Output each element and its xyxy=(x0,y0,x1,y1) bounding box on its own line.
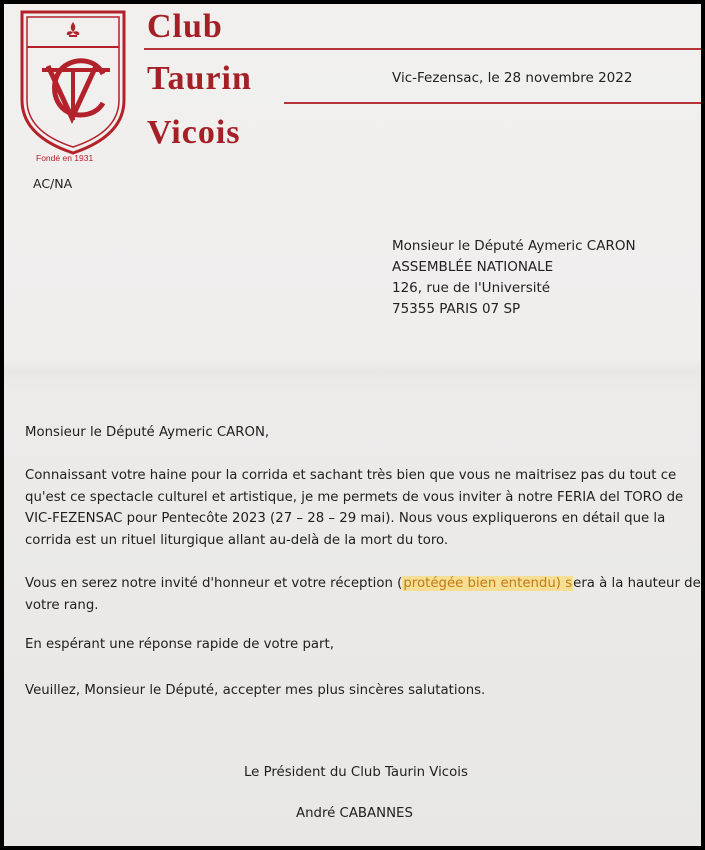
paragraph-4: Veuillez, Monsieur le Député, accepter mes plus sincères salutations. xyxy=(25,683,486,698)
recipient-line-2: ASSEMBLÉE NATIONALE xyxy=(392,259,554,275)
recipient-address xyxy=(392,236,636,320)
header-rule-top xyxy=(144,48,701,50)
paragraph-1 xyxy=(25,465,683,551)
founded-year: Fondé en 1931 xyxy=(36,153,94,163)
paragraph-3: En espérant une réponse rapide de votre part, xyxy=(25,637,334,652)
paragraph-2 xyxy=(25,573,701,616)
signature-name: André CABANNES xyxy=(296,806,413,821)
recipient-line-3: 126, rue de l'Université xyxy=(392,280,551,296)
paragraph-2-text-before: Vous en serez notre invité d'honneur et votre réception ( xyxy=(25,576,403,591)
letter-paper xyxy=(4,4,701,846)
salutation: Monsieur le Député Aymeric CARON, xyxy=(25,425,270,440)
letter-reference: AC/NA xyxy=(33,176,73,191)
highlighted-text: protégée bien entendu) s xyxy=(403,576,573,591)
paragraph-1-line-4: corrida est un rituel liturgique allant au-delà de la mort du toro. xyxy=(25,532,449,548)
paragraph-1-line-2: qu'est ce spectacle culturel et artistique, je me permets de vous inviter à notre FERIA del TORO de xyxy=(25,489,684,505)
club-name-line3: Vicois xyxy=(147,114,241,151)
paragraph-2-line-1 xyxy=(25,573,701,595)
club-shield-logo xyxy=(18,8,128,158)
recipient-line-4: 75355 PARIS 07 SP xyxy=(392,301,521,317)
paragraph-1-line-1: Connaissant votre haine pour la corrida et sachant très bien que vous ne maitrisez pas du tout ce xyxy=(25,468,677,483)
letter-date: Vic-Fezensac, le 28 novembre 2022 xyxy=(392,70,633,86)
paragraph-2-text-after: era à la hauteur de xyxy=(573,576,701,591)
signature-title: Le Président du Club Taurin Vicois xyxy=(244,765,468,780)
club-name-line2: Taurin xyxy=(147,60,252,97)
club-name-line1: Club xyxy=(147,8,223,45)
header-rule-bottom xyxy=(284,102,701,104)
paragraph-1-line-3: VIC-FEZENSAC pour Pentecôte 2023 (27 – 28 – 29 mai). Nous vous expliquerons en détail que la xyxy=(25,511,666,526)
recipient-line-1: Monsieur le Député Aymeric CARON xyxy=(392,238,636,254)
paragraph-2-line-2: votre rang. xyxy=(25,597,99,613)
